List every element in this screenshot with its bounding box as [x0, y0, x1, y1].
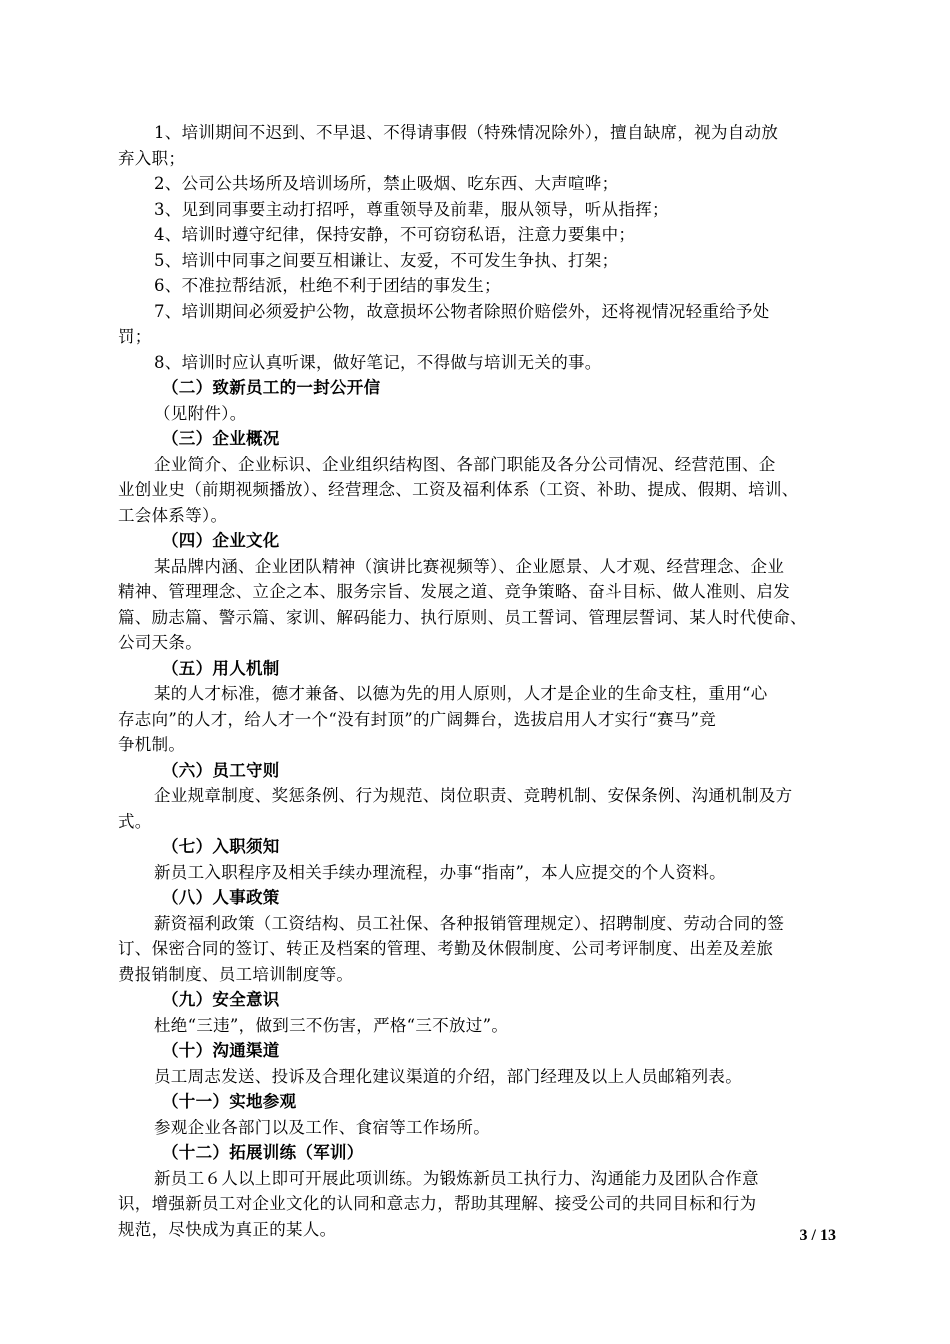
paragraph-line: 识，增强新员工对企业文化的认同和意志力，帮助其理解、接受公司的共同目标和行为 [118, 1194, 757, 1213]
paragraph-line: 新员工入职程序及相关手续办理流程，办事“指南”，本人应提交的个人资料。 [154, 862, 726, 882]
paragraph-line: 1、培训期间不迟到、不早退、不得请事假（特殊情况除外），擅自缺席，视为自动放 [154, 123, 779, 142]
section-heading: （十二）拓展训练（军训） [162, 1143, 364, 1162]
paragraph-line: 争机制。 [118, 735, 186, 754]
paragraph-line: 8、培训时应认真听课，做好笔记，不得做与培训无关的事。 [154, 352, 602, 372]
paragraph-line: 参观企业各部门以及工作、食宿等工作场所。 [154, 1117, 490, 1137]
paragraph-line: 杜绝“三违”，做到三不伤害，严格“三不放过”。 [154, 1015, 509, 1035]
paragraph-line: 公司天条。 [118, 633, 202, 652]
paragraph-line: 企业规章制度、奖惩条例、行为规范、岗位职责、竞聘机制、安保条例、沟通机制及方 [154, 786, 793, 805]
paragraph-line: 精神、管理理念、立企之本、服务宗旨、发展之道、竞争策略、奋斗目标、做人准则、启发 [118, 582, 790, 601]
document-page [118, 120, 836, 1242]
paragraph-line: 存志向”的人才，给人才一个“没有封顶”的广阔舞台，选拔启用人才实行“赛马”竞 [118, 709, 717, 729]
section-heading: （八）人事政策 [162, 888, 280, 907]
paragraph-line: 罚； [118, 327, 152, 346]
paragraph-line: 篇、励志篇、警示篇、家训、解码能力、执行原则、员工誓词、管理层誓词、某人时代使命、 [118, 607, 807, 627]
section-heading: （二）致新员工的一封公开信 [162, 378, 381, 397]
paragraph-line: （见附件）。 [154, 403, 247, 423]
paragraph-line: 企业简介、企业标识、企业组织结构图、各部门职能及各分公司情况、经营范围、企 [154, 454, 776, 474]
paragraph-line: 工会体系等）。 [118, 505, 228, 525]
section-heading: （三）企业概况 [162, 429, 280, 448]
section-heading: （四）企业文化 [162, 531, 280, 550]
paragraph-line: 3、见到同事要主动打招呼，尊重领导及前辈，服从领导，听从指挥； [154, 199, 669, 219]
paragraph-line: 5、培训中同事之间要互相谦让、友爱，不可发生争执、打架； [154, 250, 619, 270]
paragraph-line: 薪资福利政策（工资结构、员工社保、各种报销管理规定）、招聘制度、劳动合同的签 [154, 913, 785, 933]
paragraph-line: 费报销制度、员工培训制度等。 [118, 964, 354, 984]
paragraph-line: 业创业史（前期视频播放）、经营理念、工资及福利体系（工资、补助、提成、假期、培训、 [118, 480, 799, 499]
paragraph-line: 6、不准拉帮结派，杜绝不利于团结的事发生； [154, 276, 501, 295]
section-heading: （七）入职须知 [162, 837, 280, 856]
paragraph-line: 新员工６人以上即可开展此项训练。为锻炼新员工执行力、沟通能力及团队合作意 [154, 1168, 759, 1188]
paragraph-line: 式。 [118, 811, 152, 831]
section-heading: （九）安全意识 [162, 990, 280, 1009]
section-heading: （十）沟通渠道 [162, 1041, 280, 1060]
page-number: 3 / 13 [799, 1227, 836, 1244]
paragraph-line: 4、培训时遵守纪律，保持安静，不可窃窃私语，注意力要集中； [154, 225, 636, 244]
paragraph-line: 7、培训期间必须爱护公物，故意损坏公物者除照价赔偿外，还将视情况轻重给予处 [154, 301, 770, 321]
paragraph-line: 员工周志发送、投诉及合理化建议渠道的介绍，部门经理及以上人员邮箱列表。 [154, 1066, 742, 1086]
paragraph-line: 弃入职； [118, 148, 186, 168]
paragraph-line: 某的人才标准，德才兼备、以德为先的用人原则，人才是企业的生命支柱，重用“心 [154, 684, 768, 703]
paragraph-line: 某品牌内涵、企业团队精神（演讲比赛视频等）、企业愿景、人才观、经营理念、企业 [154, 556, 785, 576]
section-heading: （六）员工守则 [162, 760, 280, 780]
paragraph-line: 规范，尽快成为真正的某人。 [118, 1219, 337, 1239]
paragraph-line: 订、保密合同的签订、转正及档案的管理、考勤及休假制度、公司考评制度、出差及差旅 [118, 939, 774, 958]
section-heading: （五）用人机制 [162, 658, 280, 678]
paragraph-line: 2、公司公共场所及培训场所，禁止吸烟、吃东西、大声喧哗； [154, 174, 619, 193]
section-heading: （十一）实地参观 [162, 1092, 297, 1111]
